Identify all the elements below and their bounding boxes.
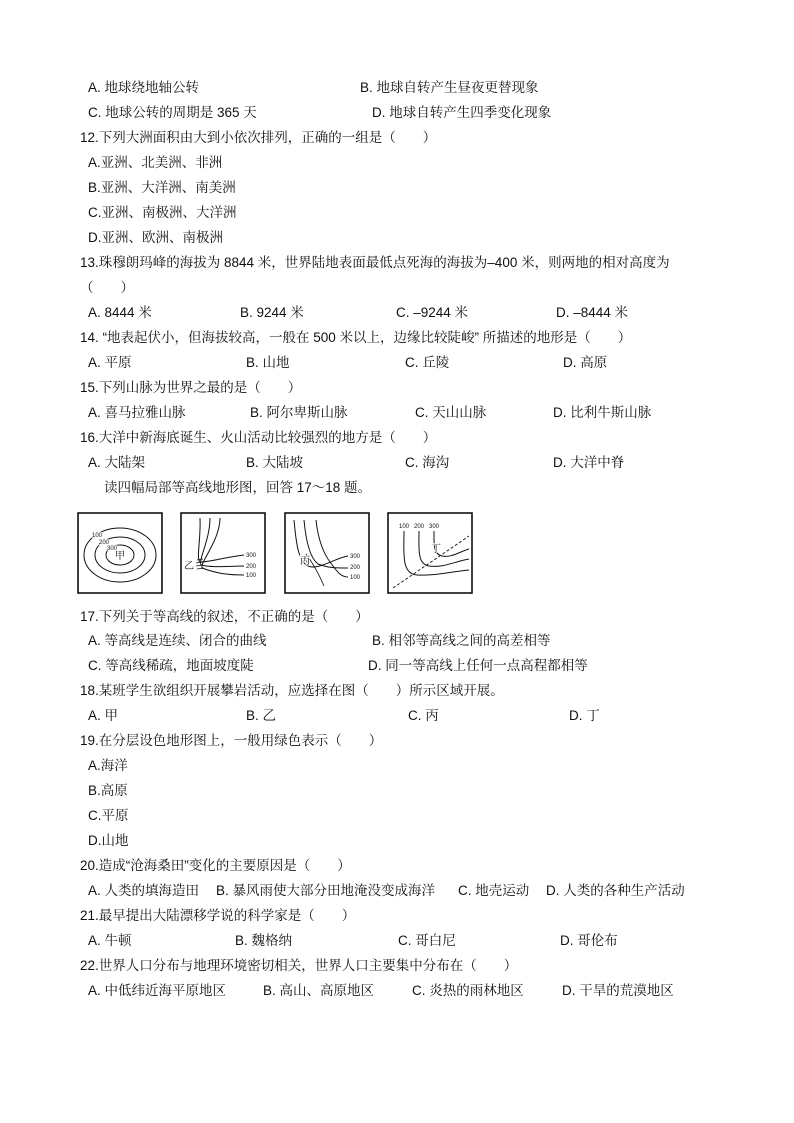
q21-option-b: B. 魏格纳	[235, 933, 293, 948]
q20-option-c: C. 地壳运动	[458, 883, 530, 898]
q18-option-c: C. 丙	[408, 708, 439, 723]
q15-option-c: C. 天山山脉	[415, 405, 487, 420]
contour-map-yi	[180, 512, 266, 594]
q19-option-b: B.高原	[88, 783, 128, 798]
q12-option-d: D.亚洲、欧洲、南极洲	[88, 230, 223, 245]
q13-option-b: B. 9244 米	[240, 305, 304, 320]
q16-option-b: B. 大陆坡	[246, 455, 304, 470]
contour-map-ding-svg	[387, 512, 473, 594]
q19-stem: 19.在分层设色地形图上，一般用绿色表示（ ）	[80, 733, 383, 748]
q22-option-b: B. 高山、高原地区	[263, 983, 375, 998]
q18-option-d: D. 丁	[569, 708, 600, 723]
contour-map-yi-svg	[180, 512, 266, 594]
q13-stem: 13.珠穆朗玛峰的海拔为 8844 米，世界陆地表面最低点死海的海拔为–400 米，则两地的相对高度为	[80, 255, 670, 270]
q11-option-a: A. 地球绕地轴公转	[88, 80, 200, 95]
q16-option-c: C. 海沟	[405, 455, 450, 470]
map-marker-jia: 甲	[115, 551, 125, 562]
q20-stem: 20.造成“沧海桑田”变化的主要原因是（ ）	[80, 858, 351, 873]
contour-map-ding	[387, 512, 473, 594]
contour-label: 300	[246, 553, 257, 559]
contour-map-bing	[284, 512, 370, 594]
q17-option-d: D. 同一等高线上任何一点高程都相等	[368, 658, 588, 673]
q14-stem: 14. “地表起伏小，但海拔较高，一般在 500 米以上，边缘比较陡峻” 所描述的地形是（ ）	[80, 330, 632, 345]
q20-option-a: A. 人类的填海造田	[88, 883, 200, 898]
contour-label: 300	[429, 524, 440, 530]
q15-stem: 15.下列山脉为世界之最的是（ ）	[80, 380, 302, 395]
q19-option-d: D.山地	[88, 833, 129, 848]
reading-intro: 读四幅局部等高线地形图，回答 17～18 题。	[104, 480, 372, 495]
q15-option-a: A. 喜马拉雅山脉	[88, 405, 186, 420]
contour-label: 200	[99, 540, 110, 546]
q13-option-d: D. –8444 米	[556, 305, 629, 320]
q12-option-b: B.亚洲、大洋洲、南美洲	[88, 180, 236, 195]
q14-option-a: A. 平原	[88, 355, 132, 370]
contour-label: 100	[399, 524, 410, 530]
q16-option-a: A. 大陆架	[88, 455, 146, 470]
q17-option-c: C. 等高线稀疏，地面坡度陡	[88, 658, 254, 673]
q20-option-b: B. 暴风雨使大部分田地淹没变成海洋	[216, 883, 436, 898]
q22-option-c: C. 炎热的雨林地区	[412, 983, 524, 998]
q18-option-b: B. 乙	[246, 708, 277, 723]
q14-option-b: B. 山地	[246, 355, 290, 370]
contour-map-jia-svg	[77, 512, 163, 594]
q15-option-b: B. 阿尔卑斯山脉	[250, 405, 348, 420]
map-marker-bing: 丙	[300, 556, 310, 567]
q17-option-b: B. 相邻等高线之间的高差相等	[372, 633, 551, 648]
q12-stem: 12.下列大洲面积由大到小依次排列，正确的一组是（ ）	[80, 130, 437, 145]
map-frame	[285, 513, 369, 593]
q11-option-d: D. 地球自转产生四季变化现象	[372, 105, 552, 120]
q15-option-d: D. 比利牛斯山脉	[553, 405, 652, 420]
q22-option-d: D. 干旱的荒漠地区	[562, 983, 674, 998]
q22-option-a: A. 中低纬近海平原地区	[88, 983, 227, 998]
contour-label: 100	[246, 573, 257, 579]
map-marker-yi: 乙	[184, 561, 194, 572]
q18-option-a: A. 甲	[88, 708, 119, 723]
q16-stem: 16.大洋中新海底诞生、火山活动比较强烈的地方是（ ）	[80, 430, 437, 445]
contour-map-jia	[77, 512, 163, 594]
q16-option-d: D. 大洋中脊	[553, 455, 625, 470]
contour-label: 200	[350, 565, 361, 571]
q18-stem: 18.某班学生欲组织开展攀岩活动，应选择在图（ ）所示区域开展。	[80, 683, 504, 698]
q21-stem: 21.最早提出大陆漂移学说的科学家是（ ）	[80, 908, 356, 923]
contour-label: 300	[350, 554, 361, 560]
q21-option-d: D. 哥伦布	[560, 933, 618, 948]
q14-option-d: D. 高原	[563, 355, 608, 370]
contour-label: 100	[350, 575, 361, 581]
q13-option-a: A. 8444 米	[88, 305, 152, 320]
q14-option-c: C. 丘陵	[405, 355, 450, 370]
contour-label: 100	[92, 533, 103, 539]
q21-option-c: C. 哥白尼	[398, 933, 456, 948]
q21-option-a: A. 牛顿	[88, 933, 132, 948]
q11-option-b: B. 地球自转产生昼夜更替现象	[360, 80, 539, 95]
q12-option-a: A.亚洲、北美洲、非洲	[88, 155, 223, 170]
q19-option-a: A.海洋	[88, 758, 128, 773]
contour-label: 300	[107, 546, 118, 552]
q19-option-c: C.平原	[88, 808, 129, 823]
contour-label: 200	[414, 524, 425, 530]
q17-stem: 17.下列关于等高线的叙述，不正确的是（ ）	[80, 609, 369, 624]
q22-stem: 22.世界人口分布与地理环境密切相关，世界人口主要集中分布在（ ）	[80, 958, 518, 973]
q13-stem-continued: （ ）	[80, 280, 134, 295]
q13-option-c: C. –9244 米	[396, 305, 469, 320]
q20-option-d: D. 人类的各种生产活动	[546, 883, 685, 898]
q17-option-a: A. 等高线是连续、闭合的曲线	[88, 633, 267, 648]
contour-map-bing-svg	[284, 512, 370, 594]
q11-option-c: C. 地球公转的周期是 365 天	[88, 105, 257, 120]
q12-option-c: C.亚洲、南极洲、大洋洲	[88, 205, 237, 220]
contour-label: 200	[246, 564, 257, 570]
map-marker-ding: 丁	[431, 544, 441, 555]
